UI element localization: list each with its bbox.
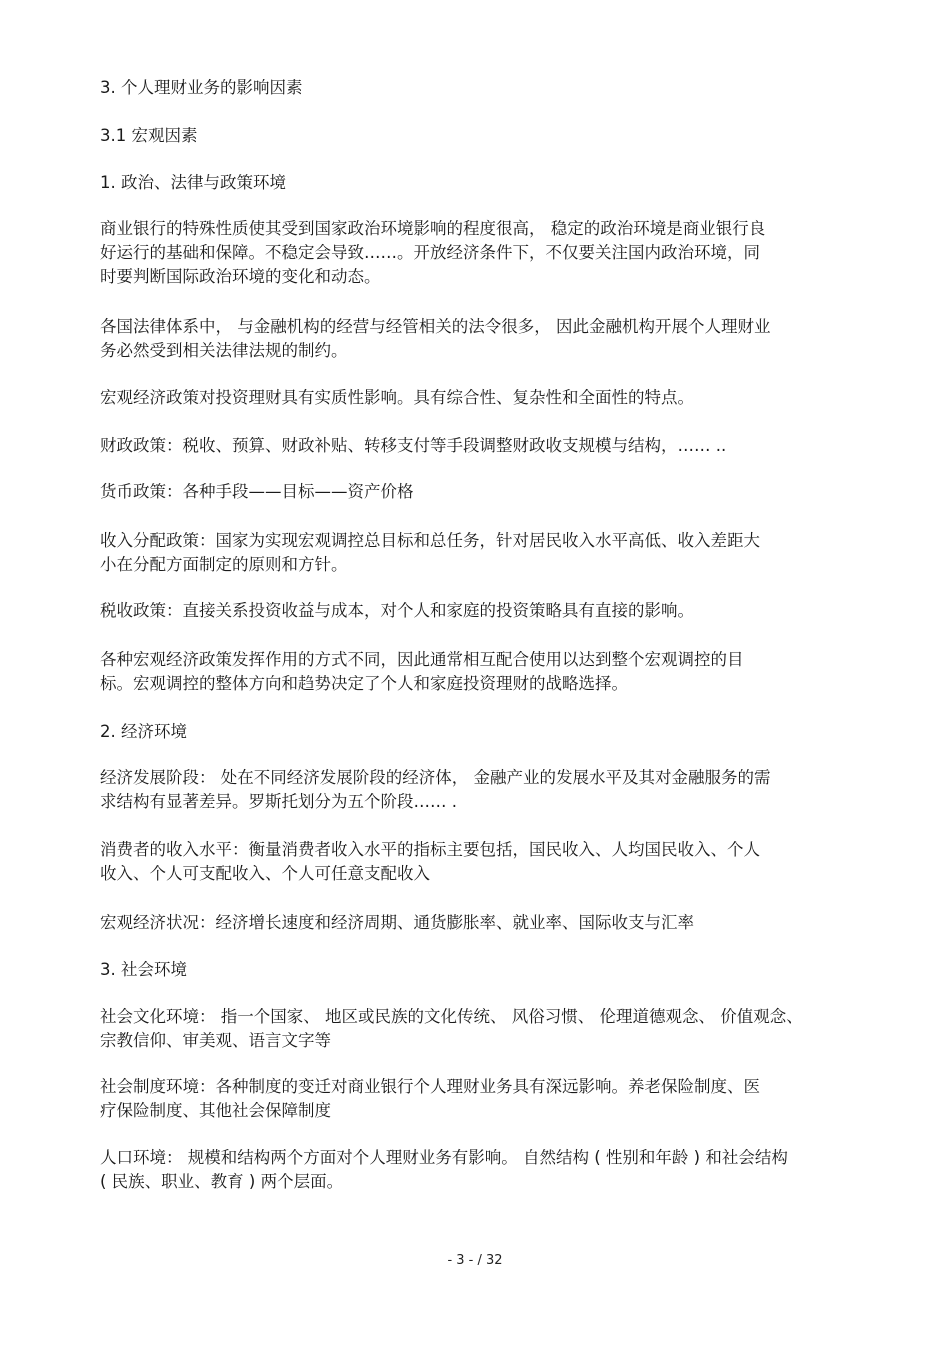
body-paragraph [100,315,890,363]
text-line: 税收政策：直接关系投资收益与成本，对个人和家庭的投资策略具有直接的影响。 [100,601,694,620]
text-line: 各种宏观经济政策发挥作用的方式不同，因此通常相互配合使用以达到整个宏观调控的目 [100,650,744,669]
text-line: 3.1 宏观因素 [100,126,198,145]
text-line: 宗教信仰、审美观、语言文字等 [100,1031,331,1050]
body-paragraph [100,1146,890,1194]
text-line: 社会文化环境： 指一个国家、 地区或民族的文化传统、 风俗习惯、 伦理道德观念、 价值观念、 [100,1007,803,1026]
section-heading [100,958,890,982]
text-line: 2. 经济环境 [100,722,187,741]
section-heading [100,76,890,100]
text-line: 经济发展阶段： 处在不同经济发展阶段的经济体， 金融产业的发展水平及其对金融服务的需 [100,768,771,787]
section-heading [100,720,890,744]
text-line: 小在分配方面制定的原则和方针。 [100,555,348,574]
text-line: 求结构有显著差异。罗斯托划分为五个阶段…… . [100,792,457,811]
text-line: 时要判断国际政治环境的变化和动态。 [100,267,381,286]
text-line: 标。宏观调控的整体方向和趋势决定了个人和家庭投资理财的战略选择。 [100,674,628,693]
section-heading [100,171,890,195]
text-line: 财政政策：税收、预算、财政补贴、转移支付等手段调整财政收支规模与结构，…… .. [100,436,727,455]
text-line: 3. 个人理财业务的影响因素 [100,78,303,97]
text-line: 好运行的基础和保障。不稳定会导致……。开放经济条件下，不仅要关注国内政治环境，同 [100,243,760,262]
body-paragraph [100,386,890,410]
text-line: 货币政策：各种手段——目标——资产价格 [100,482,414,501]
body-paragraph [100,529,890,577]
text-line: 商业银行的特殊性质使其受到国家政治环境影响的程度很高， 稳定的政治环境是商业银行良 [100,219,766,238]
text-line: 人口环境： 规模和结构两个方面对个人理财业务有影响。 自然结构 ( 性别和年龄 ) 和社会结构 [100,1148,788,1167]
body-paragraph [100,766,890,814]
text-line: 消费者的收入水平：衡量消费者收入水平的指标主要包括，国民收入、人均国民收入、个人 [100,840,760,859]
text-line: 各国法律体系中， 与金融机构的经营与经管相关的法令很多， 因此金融机构开展个人理财业 [100,317,771,336]
text-line: 务必然受到相关法律法规的制约。 [100,341,348,360]
body-paragraph [100,434,890,458]
body-paragraph [100,911,890,935]
text-line: ( 民族、职业、教育 ) 两个层面。 [100,1172,344,1191]
text-line: 宏观经济政策对投资理财具有实质性影响。具有综合性、复杂性和全面性的特点。 [100,388,694,407]
body-paragraph [100,1075,890,1123]
text-line: 3. 社会环境 [100,960,187,979]
text-line: 收入分配政策：国家为实现宏观调控总目标和总任务，针对居民收入水平高低、收入差距大 [100,531,760,550]
body-paragraph [100,1005,890,1053]
text-line: 社会制度环境：各种制度的变迁对商业银行个人理财业务具有深远影响。养老保险制度、医 [100,1077,760,1096]
text-line: 疗保险制度、其他社会保障制度 [100,1101,331,1120]
body-paragraph [100,648,890,696]
page-number: - 3 - / 32 [447,1253,503,1268]
body-paragraph [100,480,890,504]
text-line: 宏观经济状况：经济增长速度和经济周期、通货膨胀率、就业率、国际收支与汇率 [100,913,694,932]
text-line: 1. 政治、法律与政策环境 [100,173,286,192]
body-paragraph [100,599,890,623]
section-heading [100,124,890,148]
body-paragraph [100,217,890,289]
body-paragraph [100,838,890,886]
text-line: 收入、个人可支配收入、个人可任意支配收入 [100,864,430,883]
